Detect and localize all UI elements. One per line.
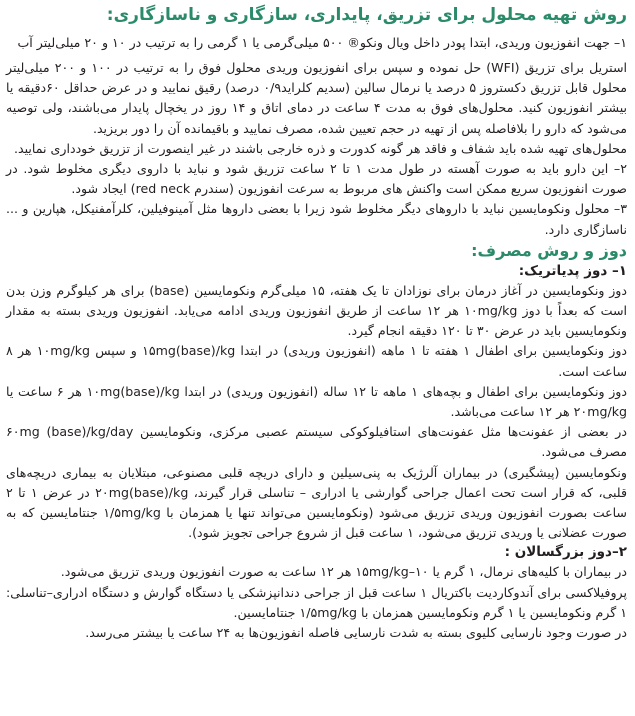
- preparation-step-1-start: ۱– جهت انفوزیون وریدی، ابتدا پودر داخل ویال ونکو® ۵۰۰ میلی‌گرمی یا ۱ گرمی را به ترتیب در ۱۰ و ۲۰ میلی‌لیتر آب: [17, 35, 627, 50]
- pediatric-cns-infection-dose: در بعضی از عفونت‌ها مثل عفونت‌های استافیلوکوکی سیستم عصبی مرکزی، ونکومایسین ۶۰mg (base)/kg/day مصرف می‌شود.: [6, 424, 627, 460]
- adult-normal-renal-dose: در بیماران با کلیه‌های نرمال، ۱ گرم یا ۱۵mg/kg–۱۰ هر ۱۲ ساعت به صورت انفوزیون وریدی تزریق می‌شود.: [60, 564, 627, 580]
- preparation-heading: روش تهیه محلول برای تزریق، پایداری، سازگاری و ناسازگاری:: [106, 5, 627, 25]
- adult-dose-heading: ۲–دوز بزرگسالان :: [504, 544, 627, 561]
- adult-endocarditis-prophylaxis: پروفیلاکسی برای آندوکاردیت باکتریال ۱ ساعت قبل از جراحی دندانپزشکی یا دستگاه گوارش و دستگاه ادراری–تناسلی: ۱ گرم ونکومایسین یا ۱ گرم ونکومایسین همزمان با ۱/۵mg/kg جنتامایسین.: [6, 584, 627, 620]
- pediatric-prophylaxis-dose: ونکومایسین (پیشگیری) در بیماران آلرژیک به پنی‌سیلین و دارای دریچه قلبی مصنوعی، مبتلایان به بیماری دریچه‌های قلبی، که قرار است تحت اعمال جراحی گوارشی یا ادراری – تناسلی قرار گیرند، ۲۰mg(base)/kg در عرض ۱ تا ۲ ساعت بصورت انفوزیون وریدی تزریق می‌شود (ونکومایسین می‌تواند تنها یا همزمان با ۱/۵mg/kg جنتامایسین که به صورت عضلانی یا وریدی تزریق می‌شود، ۱ ساعت قبل از شروع جراحی تجویز شود).: [6, 464, 627, 541]
- pediatric-dose-heading: ۱– دوز پدیاتریک:: [518, 262, 627, 279]
- dosage-heading: دوز و روش مصرف:: [471, 240, 627, 260]
- preparation-step-2: ۲– این دارو باید به صورت آهسته در طول مدت ۱ تا ۲ ساعت تزریق شود و نباید با داروی دیگری مخلوط شود. در صورت انفوزیون سریع ممکن است واکنش های مربوط به سرعت انفوزیون (سندرم red neck) ایجاد شود.: [6, 161, 627, 197]
- preparation-step-3: ۳– محلول ونکومایسین نباید با داروهای دیگر مخلوط شود زیرا با بعضی داروها مثل آمینوفیلین، کلرآمفنیکل، هپارین و ... ناسازگاری دارد.: [6, 201, 627, 237]
- pediatric-child-dose: دوز ونکومایسین برای اطفال و بچه‌های ۱ ماهه تا ۱۲ ساله (انفوزیون وریدی) در ابتدا ۱۰mg(base)/kg هر ۶ ساعت یا ۲۰mg/kg هر ۱۲ ساعت می‌باشد.: [6, 383, 627, 420]
- adult-renal-failure-note: در صورت وجود نارسایی کلیوی بسته به شدت نارسایی فاصله انفوزیون‌ها به ۲۴ ساعت یا بیشتر می‌رسد.: [85, 625, 627, 641]
- pediatric-neonate-dose: دوز ونکومایسین در آغاز درمان برای نوزادان تا یک هفته، ۱۵ میلی‌گرم ونکومایسین (base) برای هر کیلوگرم وزن بدن است که بعداً با دوز ۱۰mg/kg هر ۱۲ ساعت از طریق انفوزیون وریدی ادامه می‌یابد. انفوزیون وریدی بسته به مقدار ونکومایسین باید در عرض ۳۰ تا ۱۲۰ دقیقه انجام گیرد.: [6, 282, 627, 339]
- pediatric-infant-dose: دوز ونکومایسین برای اطفال ۱ هفته تا ۱ ماهه (انفوزیون وریدی) در ابتدا ۱۵mg(base)/kg و سپس ۱۰mg/kg هر ۸ ساعت است.: [6, 343, 628, 379]
- preparation-step-1-body: استریل برای تزریق (WFI) حل نموده و سپس برای انفوزیون وریدی محلول فوق را به ترتیب در ۱۰۰ و ۲۰۰ میلی‌لیتر محلول قابل تزریق دکستروز ۵ درصد یا نرمال سالین (سدیم کلراید۰/۹ درصد) رقیق نمایید و در عرض حداقل ۶۰دقیقه یا بیشتر انفوزیون کنید. محلول‌های فوق به مدت ۴ ساعت در دمای اتاق و ۱۴ روز در یخچال پایدار می‌باشند، ولی توصیه می‌شود که دارو را بلافاصله پس از تهیه در حجم تعیین شده، مصرف نمایید و باقیمانده آن را دور بریزید.: [6, 60, 627, 136]
- preparation-clarity-note: محلول‌های تهیه شده باید شفاف و فاقد هر گونه کدورت و ذره خارجی باشند در غیر اینصورت از تزریق خودداری نمایید.: [13, 140, 627, 156]
